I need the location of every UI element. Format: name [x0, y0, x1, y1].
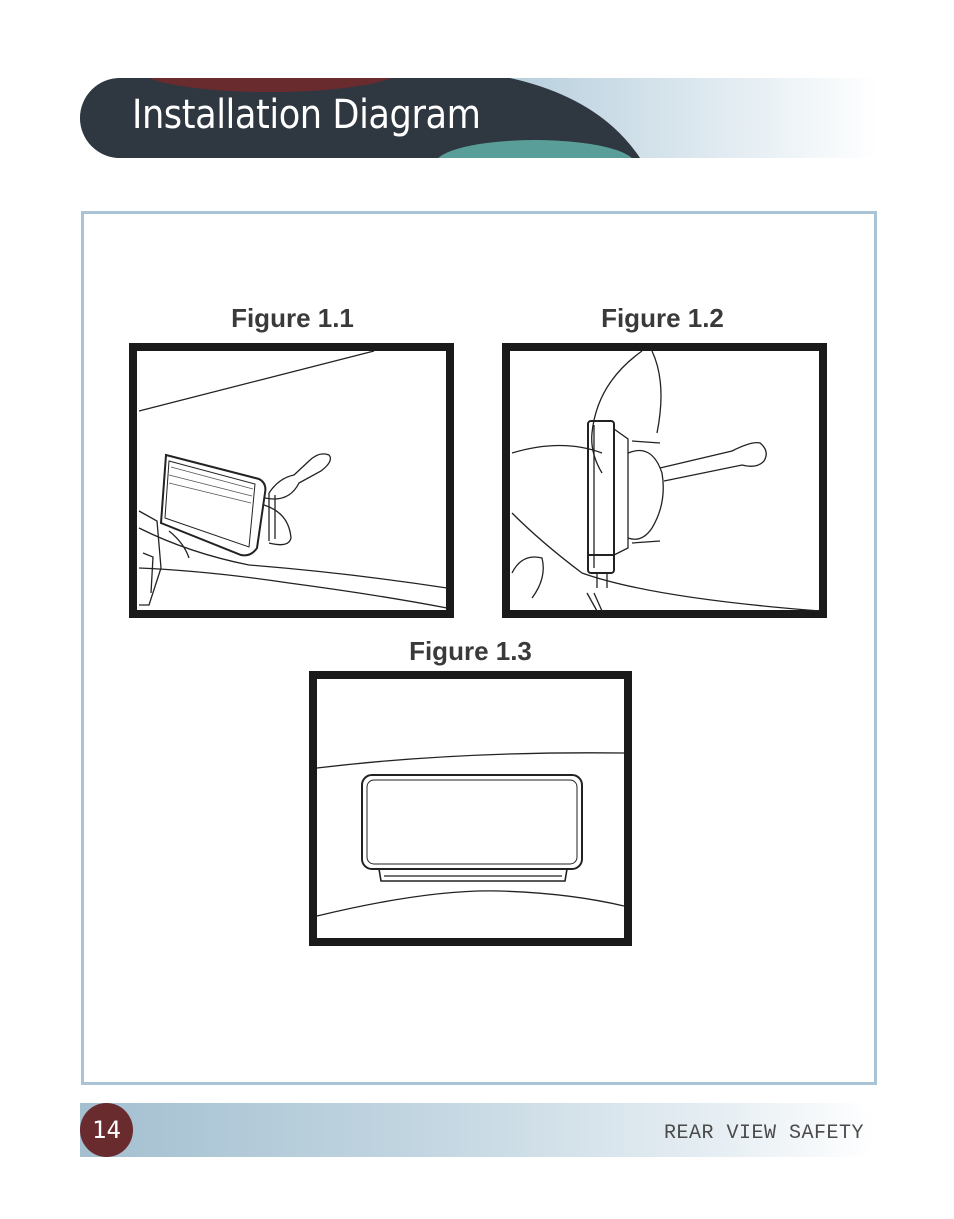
figure-1-1-caption: Figure 1.1 — [231, 303, 354, 333]
figure-1-2-illustration — [502, 343, 827, 618]
figure-1-3-caption: Figure 1.3 — [409, 636, 532, 666]
figure-1-3-illustration — [309, 671, 632, 946]
page-title: Installation Diagram — [132, 92, 481, 138]
figure-1-2-caption: Figure 1.2 — [601, 303, 724, 333]
figure-1-1-illustration — [129, 343, 454, 618]
header-banner — [80, 78, 878, 158]
footer-brand: REAR VIEW SAFETY — [663, 1122, 864, 1145]
page-number-badge: 14 — [80, 1103, 133, 1157]
